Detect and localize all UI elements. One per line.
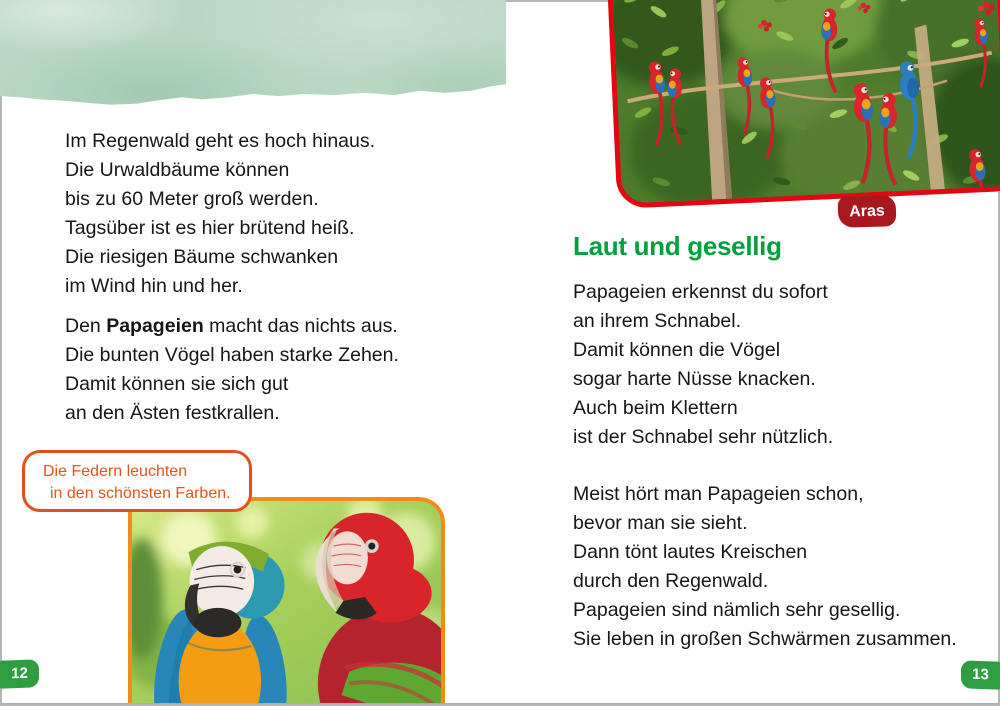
- paragraph-line: Papageien erkennst du sofort: [573, 281, 828, 303]
- section-heading: Laut und gesellig: [573, 231, 782, 261]
- paragraph-line: ist der Schnabel sehr nützlich.: [573, 426, 834, 448]
- paragraph-line: Tagsüber ist es hier brütend heiß.: [65, 217, 355, 239]
- paragraph-line: an ihrem Schnabel.: [573, 310, 742, 332]
- intro-paragraph: [65, 127, 375, 301]
- paragraph-line: bis zu 60 Meter groß werden.: [65, 188, 319, 210]
- line-prefix: Den: [65, 315, 107, 337]
- paragraph-line: Sie leben in großen Schwärmen zusammen.: [573, 628, 957, 650]
- speech-bubble: [22, 450, 252, 512]
- page-number-right: 13: [961, 660, 1000, 689]
- body-paragraph-1: [573, 278, 833, 452]
- parrots-closeup-illustration: [132, 501, 441, 703]
- paragraph-line: sogar harte Nüsse knacken.: [573, 368, 816, 390]
- parrot-paragraph: [65, 312, 399, 428]
- paragraph-line: Dann tönt lautes Kreischen: [573, 541, 808, 563]
- paragraph-line: an den Ästen festkrallen.: [65, 402, 280, 424]
- paragraph-line: [65, 312, 399, 341]
- paragraph-line: Auch beim Klettern: [573, 397, 738, 419]
- rainforest-illustration: [612, 0, 1000, 204]
- paragraph-line: Damit können die Vögel: [573, 339, 781, 361]
- paragraph-line: Die riesigen Bäume schwanken: [65, 246, 339, 268]
- paragraph-line: Papageien sind nämlich sehr gesellig.: [573, 599, 901, 621]
- paragraph-line: Die Urwaldbäume können: [65, 159, 290, 181]
- paragraph-line: durch den Regenwald.: [573, 570, 769, 592]
- body-paragraph-2: [573, 480, 957, 654]
- speech-bubble-line: in den schönsten Farben.: [50, 485, 231, 502]
- paragraph-line: Meist hört man Papageien schon,: [573, 483, 864, 505]
- speech-bubble-line: Die Federn leuchten: [43, 463, 188, 480]
- bold-keyword: Papageien: [106, 315, 204, 337]
- paragraph-line: bevor man sie sieht.: [573, 512, 748, 534]
- header-banner: [0, 0, 506, 108]
- paragraph-line: Die bunten Vögel haben starke Zehen.: [65, 344, 399, 366]
- paragraph-line: im Wind hin und her.: [65, 275, 243, 297]
- aras-label: Aras: [838, 195, 897, 228]
- rainforest-photo-frame: [607, 0, 1000, 209]
- page-number-left: 12: [0, 659, 39, 688]
- parrots-closeup-photo: [128, 497, 445, 703]
- paragraph-line: Im Regenwald geht es hoch hinaus.: [65, 130, 376, 152]
- line-suffix: macht das nichts aus.: [203, 315, 398, 337]
- paragraph-line: Damit können sie sich gut: [65, 373, 289, 395]
